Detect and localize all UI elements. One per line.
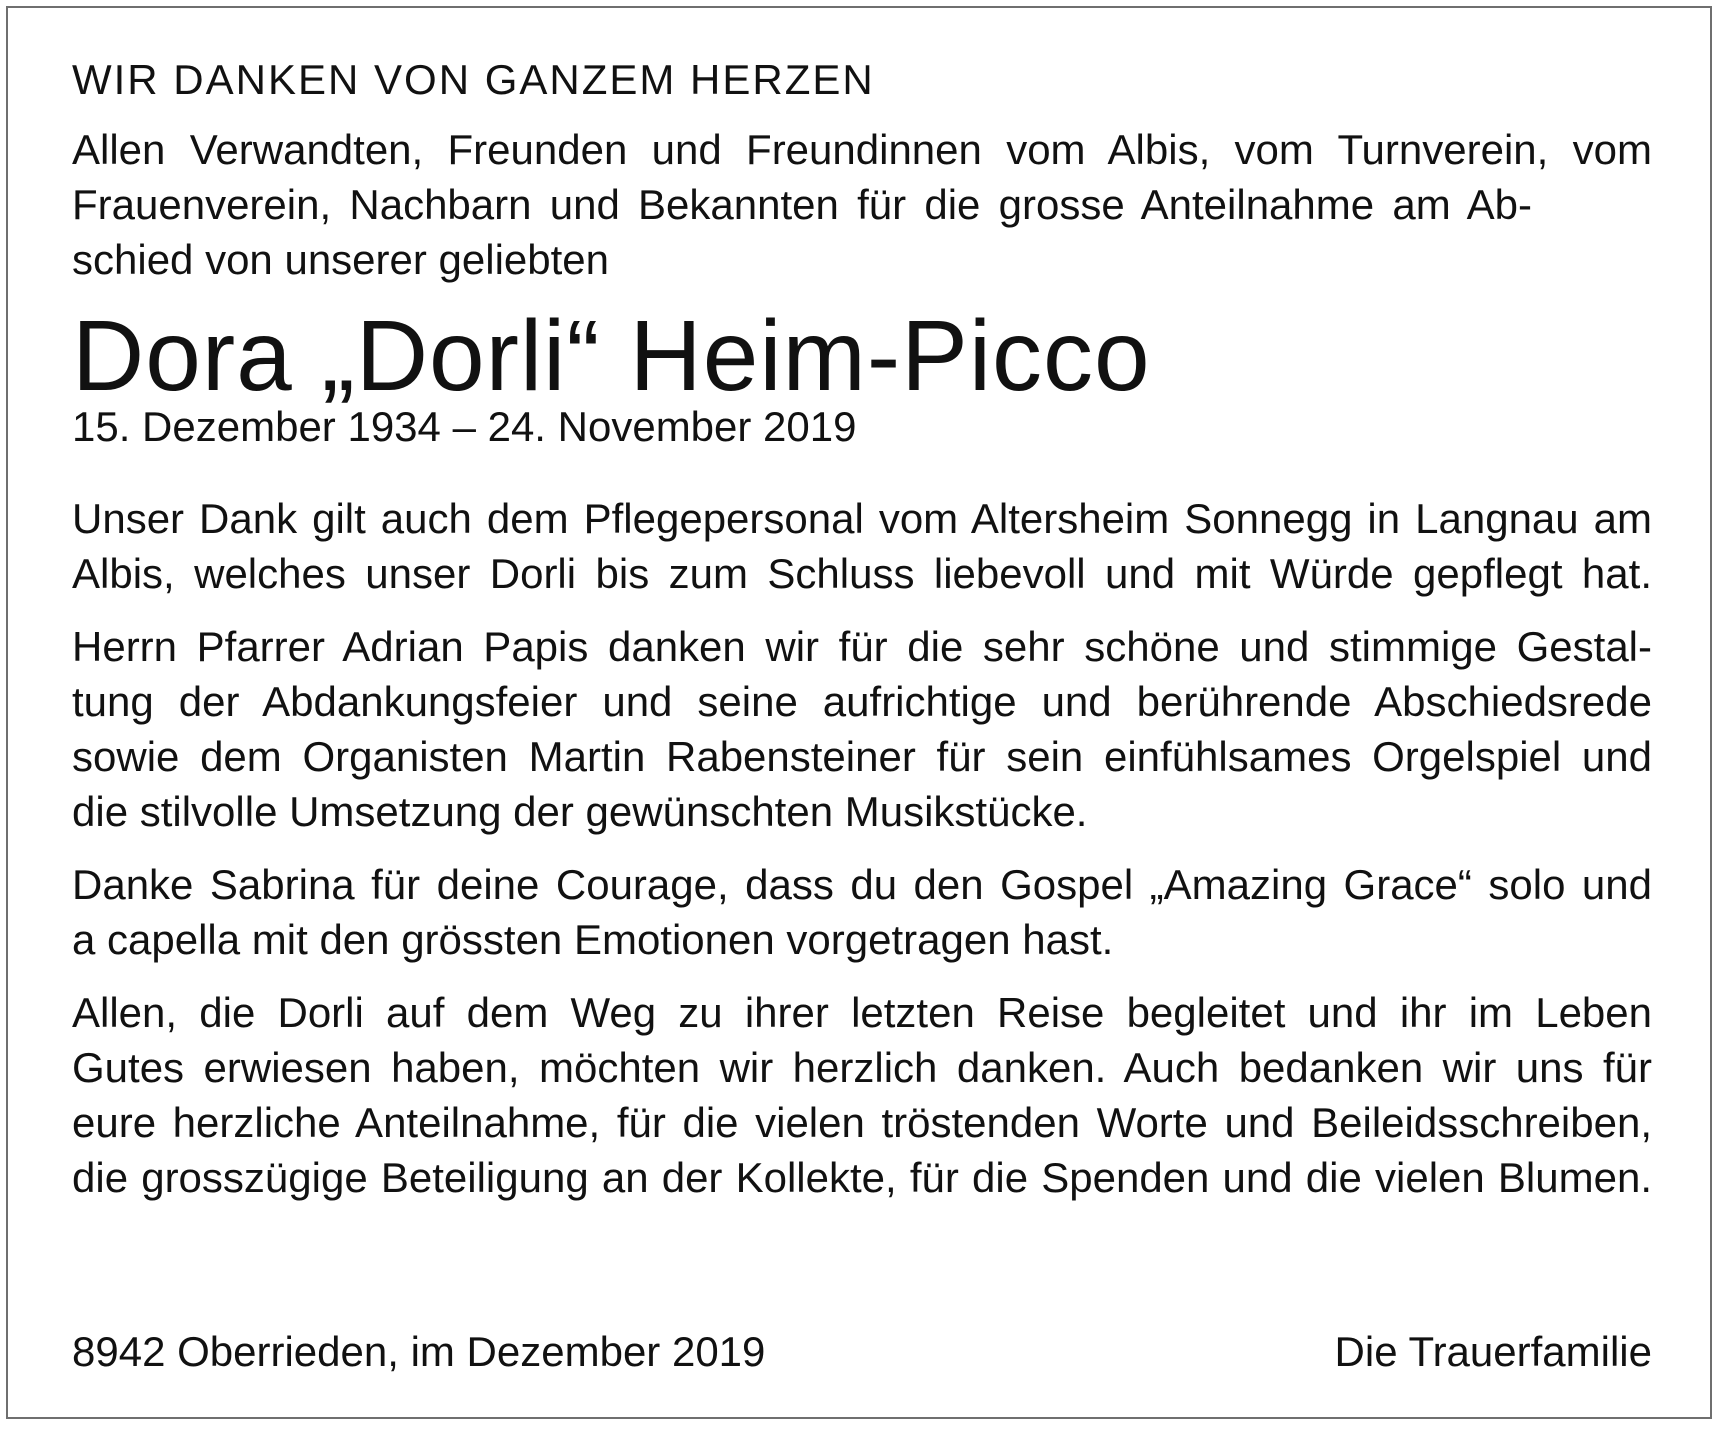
life-dates: 15. Dezember 1934 – 24. November 2019	[72, 403, 857, 450]
intro-line: Allen Verwandten, Freunden und Freundinnen vom Albis, vom Turnverein, vom	[72, 126, 1652, 173]
thanks-paragraph	[72, 985, 1652, 1205]
paragraph-line: eure herzliche Anteilnahme, für die vielen tröstenden Worte und Beileidsschreiben,	[72, 1099, 1652, 1146]
intro-paragraph	[72, 122, 1652, 287]
paragraph-line: Herrn Pfarrer Adrian Papis danken wir für die sehr schöne und stimmige Gestal-	[72, 623, 1652, 670]
deceased-name: Dora „Dorli“ Heim-Picco	[72, 300, 1151, 412]
paragraph-line: tung der Abdankungsfeier und seine aufrichtige und berührende Abschiedsrede	[72, 678, 1652, 725]
paragraph-line: Albis, welches unser Dorli bis zum Schluss liebevoll und mit Würde gepflegt hat.	[72, 550, 1652, 597]
paragraph-line: a capella mit den grössten Emotionen vorgetragen hast.	[72, 916, 1114, 963]
paragraph-line: die grosszügige Beteiligung an der Kollekte, für die Spenden und die vielen Blumen.	[72, 1154, 1652, 1201]
signature: Die Trauerfamilie	[1334, 1328, 1652, 1375]
thanks-paragraph	[72, 491, 1652, 601]
thanks-paragraph	[72, 619, 1652, 839]
paragraph-line: Unser Dank gilt auch dem Pflegepersonal vom Altersheim Sonnegg in Langnau am	[72, 495, 1652, 542]
thanks-paragraph	[72, 857, 1652, 967]
notice-heading: WIR DANKEN VON GANZEM HERZEN	[72, 56, 875, 103]
intro-line: schied von unserer geliebten	[72, 236, 610, 283]
paragraph-line: Danke Sabrina für deine Courage, dass du den Gospel „Amazing Grace“ solo und	[72, 861, 1652, 908]
paragraph-line: sowie dem Organisten Martin Rabensteiner für sein einfühlsames Orgelspiel und	[72, 733, 1652, 780]
paragraph-line: Gutes erwiesen haben, möchten wir herzlich danken. Auch bedanken wir uns für	[72, 1044, 1652, 1091]
place-date: 8942 Oberrieden, im Dezember 2019	[72, 1328, 766, 1375]
intro-line: Frauenverein, Nachbarn und Bekannten für die grosse Anteilnahme am Ab-	[72, 181, 1532, 228]
paragraph-line: Allen, die Dorli auf dem Weg zu ihrer letzten Reise begleitet und ihr im Leben	[72, 989, 1652, 1036]
notice-content	[72, 56, 1652, 1205]
paragraph-line: die stilvolle Umsetzung der gewünschten Musikstücke.	[72, 788, 1088, 835]
